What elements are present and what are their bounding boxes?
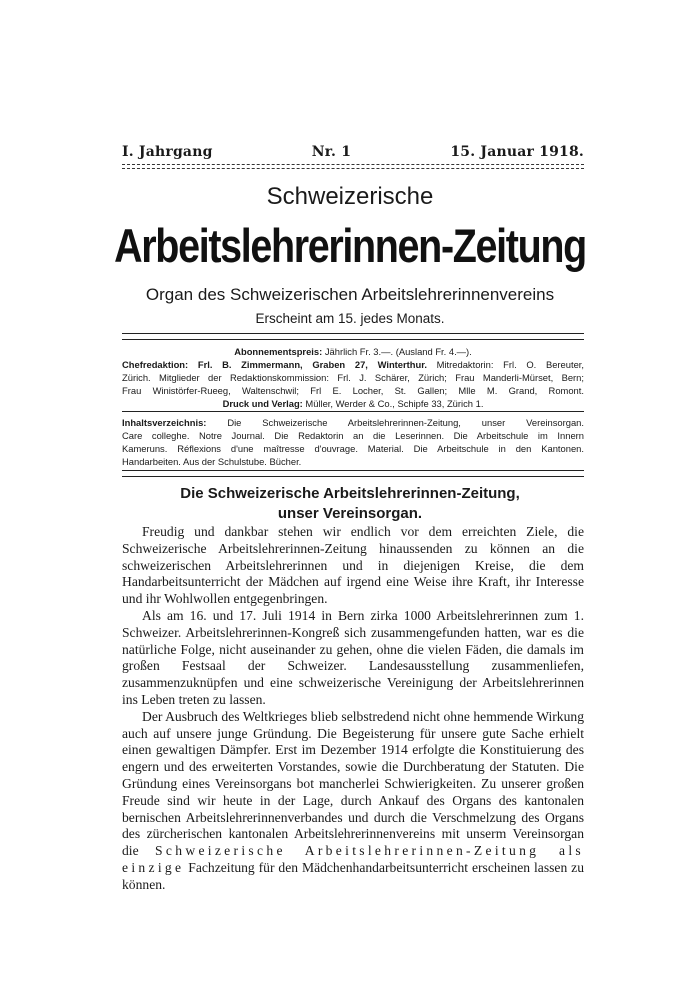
header-rule <box>122 333 584 340</box>
publisher-line <box>122 398 584 411</box>
imprint-line-2 <box>122 359 584 372</box>
newspaper-title: Arbeitslehrerinnen-Zeitung <box>114 219 586 272</box>
newspaper-subtitle: Organ des Schweizerischen Arbeitslehrerinnenvereins <box>145 285 555 304</box>
article-title <box>0 484 700 524</box>
article-title-line-2: unser Vereinsorgan. <box>277 505 423 522</box>
imprint-line-3: Zürich. Mitglieder der Redaktionskommission: Frl. J. Schärer, Zürich; Frau Manderli-Mürset, Bern; <box>122 371 584 383</box>
contents-line-4: Handarbeiten. Aus der Schulstube. Bücher. <box>122 455 302 467</box>
contents-line-1 <box>122 417 584 430</box>
masthead-rule-2 <box>122 168 584 169</box>
publisher-label: Druck und Verlag: <box>222 397 303 409</box>
article-body <box>122 524 584 894</box>
contents-rule <box>122 470 584 477</box>
contents-line-2: Care colleghe. Notre Journal. Die Redaktorin an die Leserinnen. Die Arbeitschule im Innern <box>122 429 584 441</box>
imprint-block <box>122 346 584 411</box>
volume-label: I. Jahrgang <box>122 144 213 160</box>
publisher-value: Müller, Werder & Co., Schipfe 33, Zürich 1. <box>305 397 484 409</box>
issue-date: 15. Januar 1918. <box>450 144 584 160</box>
imprint-rule <box>122 411 584 412</box>
article-paragraph-3 <box>122 709 584 894</box>
article-paragraph-3-text: Der Ausbruch des Weltkrieges blieb selbstredend nicht ohne hemmende Wirkung auch auf unsere junge Gründung. Die Begeisterung für unsere gute Sache erhielt einen gewaltigen Dämpfer. Erst im Dezember 1914 erfolgte die Konstituierung des engern und des erweiterten Vorstandes, sowie die Durchberatung der Statuten. Die Gründung eines Vereinsorgans bot mancherlei Schwierigkeiten. Zu unserer großen Freude sind wir heute in der Lage, durch Ankauf des Organs des kantonalen bernischen Arbeitslehrerinnenverbandes und durch die Verschmelzung des Organs des zürcherischen kantonalen Arbeitslehrerinnenvereins mit unserm Vereinsorgan die <box>122 708 584 859</box>
masthead-row <box>122 144 584 160</box>
publication-schedule: Erscheint am 15. jedes Monats. <box>255 311 445 326</box>
article-paragraph-2: Als am 16. und 17. Juli 1914 in Bern zirka 1000 Arbeitslehrerinnen zum 1. Schweizer. Arbeitslehrerinnen-Kongreß sich zusammengefunden hatten, war es die natürliche Folge, nicht auseinander zu gehen, ohne die vielen Fäden, die damals im großen Festsaal der Schweizer. Landesausstellung zusammenliefen, zusammenzuknüpfen und eine schweizerische Vereinigung der Arbeitslehrerinnen ins Leben treten zu lassen. <box>122 607 584 707</box>
chief-editor-text: Chefredaktion: Frl. B. Zimmermann, Graben 27, Winterthur. <box>122 358 427 370</box>
co-editor-text: Mitredaktorin: Frl. O. Bereuter, <box>426 358 584 370</box>
contents-line-3: Kameruns. Réflexions d'une maîtresse d'ouvrage. Material. Die Arbeitschule in den Kantonen. <box>122 442 584 454</box>
contents-block <box>122 417 584 469</box>
subscription-label: Abonnementspreis: <box>234 346 323 357</box>
contents-label: Inhaltsverzeichnis: <box>122 417 207 428</box>
article-title-line-1: Die Schweizerische Arbeitslehrerinnen-Zeitung, <box>180 485 520 502</box>
masthead-rule-1 <box>122 164 584 165</box>
issue-number: Nr. 1 <box>311 144 352 160</box>
subscription-line <box>122 346 584 359</box>
contents-text-1: Die Schweizerische Arbeitslehrerinnen-Zeitung, unser Vereinsorgan. <box>227 417 584 428</box>
subscription-value: Jährlich Fr. 3.—. (Ausland Fr. 4.—). <box>324 346 472 357</box>
article-paragraph-1: Freudig und dankbar stehen wir endlich vor dem erreichten Ziele, die Schweizerische Arbeitslehrerinnen-Zeitung hinaussenden zu können an die schweizerischen Arbeitslehrerinnen und in diejenigen Kreise, die dem Handarbeitsunterricht der Mädchen auf irgend eine Weise ihre Kraft, ihr Interesse und ihr Wohlwollen entgegenbringen. <box>122 524 584 607</box>
article-paragraph-3-end: Fachzeitung für den Mädchenhandarbeitsunterricht erscheinen lassen zu können. <box>122 859 584 892</box>
title-kicker: Schweizerische <box>266 183 434 210</box>
article-paragraph-3-spaced: Schweizerische Arbeitslehrerinnen-Zeitung als einzige <box>122 843 584 875</box>
imprint-line-4: Frau Winistörfer-Rueeg, Waltenschwil; Frl E. Locher, St. Gallen; Mlle M. Grand, Romont. <box>122 384 584 396</box>
